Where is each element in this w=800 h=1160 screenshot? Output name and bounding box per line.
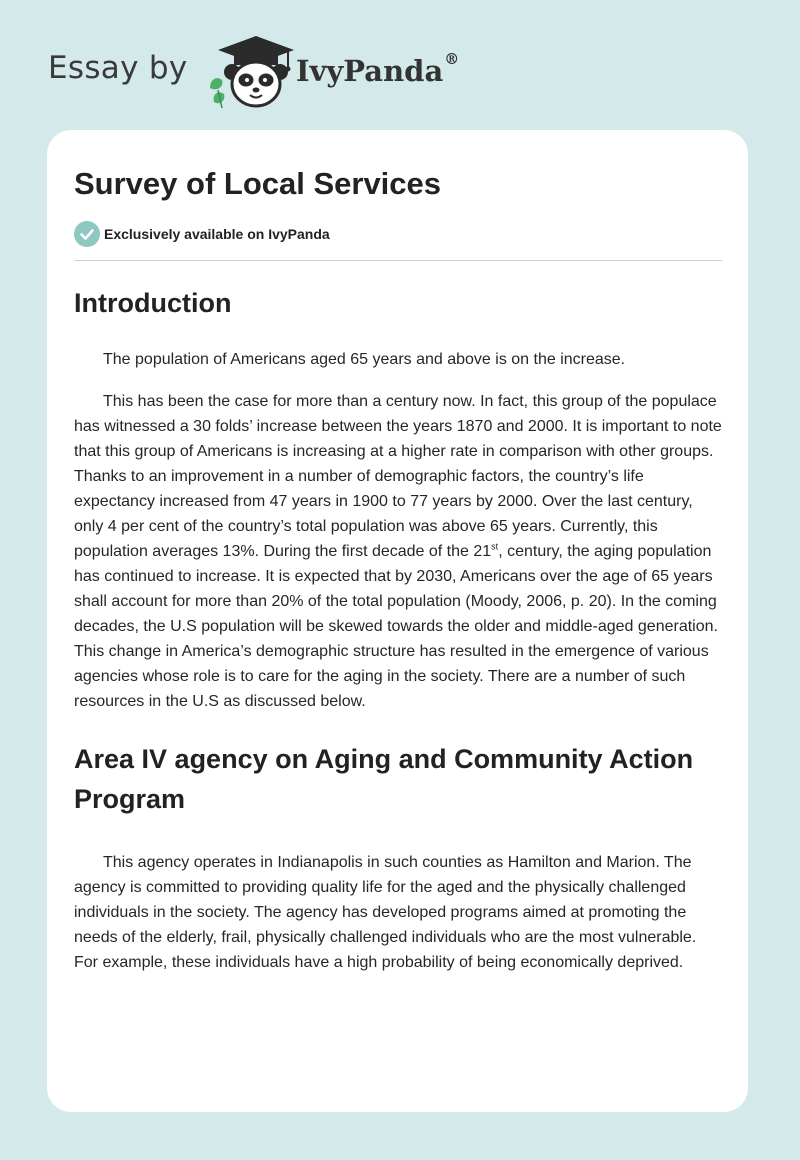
brand-name: IvyPanda®	[296, 50, 460, 88]
panda-graduate-icon	[204, 34, 296, 110]
divider	[74, 260, 722, 261]
intro-paragraph-1: The population of Americans aged 65 years and above is on the increase.	[103, 351, 626, 368]
page-title: Survey of Local Services	[74, 166, 442, 201]
exclusive-badge	[74, 221, 722, 247]
essay-card	[47, 130, 748, 1112]
registered-mark: ®	[444, 50, 460, 68]
intro-paragraph-2: This has been the case for more than a century now. In fact, this group of the populace has witnessed a 30 folds’ increase between the years 1870 and 2000. It is important to note that this group of Americans is increasing at a higher rate in comparison with other groups. Thanks to an improvement in a number of demographic factors, the country’s life expectancy increased from 47 years in 1900 to 77 years by 2000. Over the last century, only 4 per cent of the country’s total population was above 65 years. Currently, this population averages 13%. During the first decade of the 21st, century, the aging population has continued to increase. It is expected that by 2030, Americans over the age of 65 years shall account for more than 20% of the total population (Moody, 2006, p. 20). In the coming decades, the U.S population will be skewed towards the older and middle-aged generation. This change in America’s demographic structure has resulted in the emergence of various agencies whose role is to care for the aging in the society. There are a number of such resources in the U.S as discussed below.	[74, 393, 722, 710]
brand-prefix: Essay by	[48, 50, 188, 86]
check-circle-icon	[74, 221, 100, 247]
brand-header	[48, 34, 508, 114]
section-heading-introduction: Introduction	[74, 288, 232, 318]
section-heading-area-iv: Area IV agency on Aging and Community Action Program	[74, 744, 694, 814]
exclusive-text: Exclusively available on IvyPanda	[104, 226, 330, 242]
area-paragraph-1: This agency operates in Indianapolis in such counties as Hamilton and Marion. The agency is committed to providing quality life for the aged and the physically challenged individuals in the society. The agency has developed programs aimed at promoting the needs of the elderly, frail, physically challenged individuals who are the most vulnerable. For example, these individuals have a high probability of being economically deprived.	[74, 854, 697, 971]
ordinal-suffix: st	[491, 541, 499, 552]
